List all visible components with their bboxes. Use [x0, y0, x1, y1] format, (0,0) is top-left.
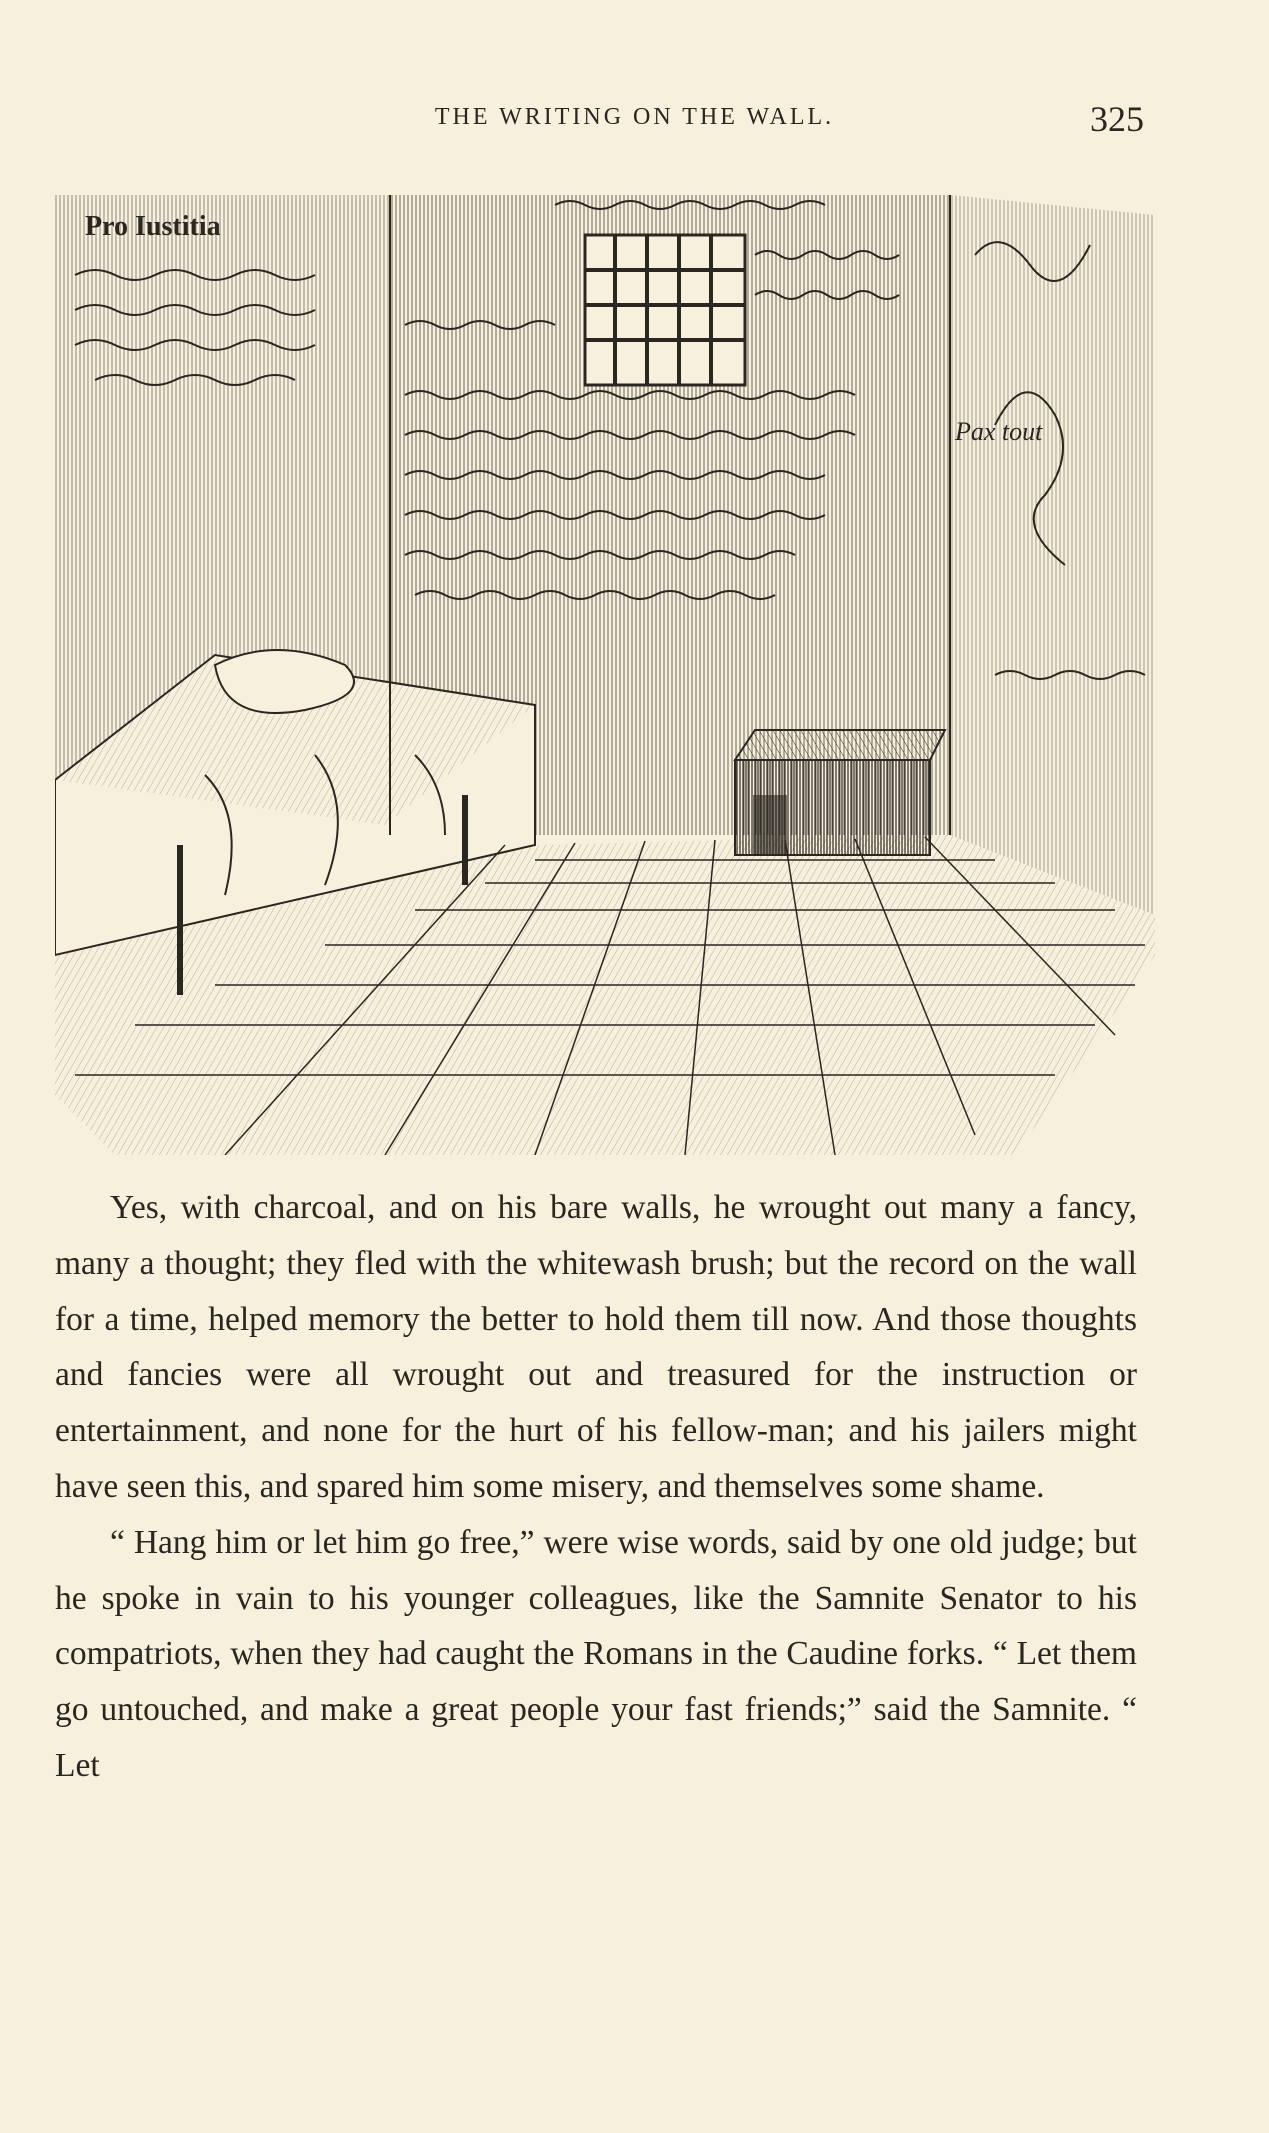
- paragraph-2: “ Hang him or let him go free,” were wise words, said by one old judge; but he spoke in vain to his younger colleagues, like the Samnite Senator to his compatriots, when they had caught the Romans in the Caudine forks. “ Let them go untouched, and make a great people your fast friends;” said the Samnite. “ Let: [55, 1523, 1137, 1784]
- barred-window: [585, 235, 745, 385]
- page-number: 325: [1090, 99, 1144, 139]
- inscription-pax-tout: Pax tout: [955, 417, 1043, 446]
- paragraph-1: Yes, with charcoal, and on his bare walls, he wrought out many a fancy, many a thought; they fled with the whitewash brush; but the record on the wall for a time, helped memory the better to hold them till now. And those thoughts and fancies were all wrought out and treasured for the instruction or entertainment, and none for the hurt of his fellow-man; and his jailers might have seen this, and spared him some misery, and themselves some shame.: [55, 1189, 1137, 1505]
- body-text: [55, 1180, 1137, 1794]
- running-head: [0, 100, 1269, 140]
- prison-cell-engraving: [55, 195, 1155, 1155]
- running-title: THE WRITING ON THE WALL.: [434, 104, 835, 130]
- inscription-pro-iustitia: Pro Iustitia: [85, 211, 221, 242]
